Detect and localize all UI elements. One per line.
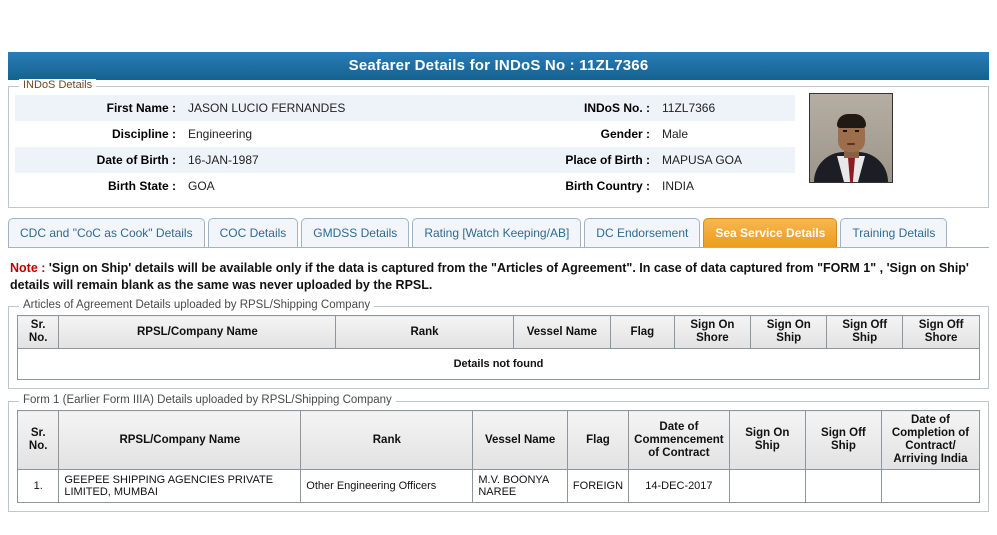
dob-value: 16-JAN-1987 <box>182 147 494 173</box>
discipline-value: Engineering <box>188 127 253 141</box>
col-sign-off-ship: Sign Off Ship <box>805 411 881 470</box>
col-date-of-commencement: Date of Commencement of Contract <box>629 411 730 470</box>
discipline-label: Discipline : <box>111 127 176 141</box>
place-of-birth-value: MAPUSA GOA <box>656 147 795 173</box>
tab-dc-endorsement[interactable]: DC Endorsement <box>584 218 700 247</box>
tab-training-details[interactable]: Training Details <box>840 218 947 247</box>
table-body <box>18 470 980 503</box>
table-row <box>18 349 980 380</box>
col-sign-off-shore: Sign Off Shore <box>903 316 980 349</box>
photo-mouth <box>847 143 855 145</box>
indos-no-label: INDoS No. : <box>494 95 656 121</box>
dob-label: Date of Birth : <box>15 147 182 173</box>
avatar <box>809 93 893 183</box>
photo-eye-right <box>855 130 859 132</box>
col-sign-off-ship: Sign Off Ship <box>827 316 903 349</box>
cell-rank: Other Engineering Officers <box>301 470 473 503</box>
articles-of-agreement-section <box>8 299 989 389</box>
col-sign-on-shore: Sign On Shore <box>674 316 751 349</box>
indos-details-table <box>15 95 795 199</box>
gender-value: Male <box>662 127 689 141</box>
table-row <box>15 95 795 121</box>
articles-of-agreement-legend: Articles of Agreement Details uploaded by RPSL/Shipping Company <box>19 299 374 311</box>
first-name-value: JASON LUCIO FERNANDES <box>182 95 494 121</box>
table-header-row <box>18 316 980 349</box>
place-of-birth-label: Place of Birth : <box>494 147 656 173</box>
articles-of-agreement-table <box>17 315 980 380</box>
col-sr-no: Sr. No. <box>18 411 59 470</box>
tab-cdc-coc-as-cook[interactable]: CDC and "CoC as Cook" Details <box>8 218 205 247</box>
indos-details-legend: INDoS Details <box>19 79 96 91</box>
indos-no-value: 11ZL7366 <box>656 95 795 121</box>
table-header <box>18 316 980 349</box>
birth-state-value: GOA <box>188 179 215 193</box>
tab-gmdss-details[interactable]: GMDSS Details <box>301 218 409 247</box>
cell-vessel-name: M.V. BOONYA NAREE <box>473 470 568 503</box>
cell-sr-no: 1. <box>18 470 59 503</box>
form1-section <box>8 394 989 512</box>
col-vessel-name: Vessel Name <box>473 411 568 470</box>
first-name-label: First Name : <box>15 95 182 121</box>
photo-eye-left <box>843 130 847 132</box>
table-row <box>15 121 795 147</box>
cell-sign-off-ship <box>805 470 881 503</box>
col-vessel-name: Vessel Name <box>513 316 611 349</box>
cell-sign-on-ship <box>729 470 805 503</box>
col-rank: Rank <box>336 316 513 349</box>
form1-table <box>17 410 980 503</box>
browser-top-whitespace <box>0 0 997 52</box>
table-body <box>18 349 980 380</box>
tab-rating-watch-keeping-ab[interactable]: Rating [Watch Keeping/AB] <box>412 218 581 247</box>
table-header-row <box>18 411 980 470</box>
table-row <box>15 147 795 173</box>
col-sr-no: Sr. No. <box>18 316 59 349</box>
tab-coc-details[interactable]: COC Details <box>208 218 299 247</box>
col-flag: Flag <box>567 411 628 470</box>
empty-message: Details not found <box>18 349 980 380</box>
cell-flag: FOREIGN <box>567 470 628 503</box>
col-company-name: RPSL/Company Name <box>59 411 301 470</box>
table-row <box>15 173 795 199</box>
page-title: Seafarer Details for INDoS No : 11ZL7366 <box>8 52 989 80</box>
birth-country-value: INDIA <box>662 179 695 193</box>
col-company-name: RPSL/Company Name <box>59 316 336 349</box>
note-text <box>10 260 987 294</box>
photo-hair <box>837 114 866 128</box>
cell-company-name: GEEPEE SHIPPING AGENCIES PRIVATE LIMITED, MUMBAI <box>59 470 301 503</box>
table-row <box>18 470 980 503</box>
indos-details-section <box>8 79 989 208</box>
tab-sea-service-details[interactable]: Sea Service Details <box>703 218 837 247</box>
note-body: 'Sign on Ship' details will be available only if the data is captured from the "Articles of Agreement". In case of data captured from "FORM 1" , 'Sign on Ship' details will remain blank as the same was never uploaded by the RPSL. <box>10 261 969 292</box>
birth-country-label: Birth Country : <box>565 179 650 193</box>
col-rank: Rank <box>301 411 473 470</box>
form1-legend: Form 1 (Earlier Form IIIA) Details uploaded by RPSL/Shipping Company <box>19 394 396 406</box>
col-sign-on-ship: Sign On Ship <box>751 316 827 349</box>
indos-details-body <box>15 91 982 199</box>
birth-state-label: Birth State : <box>107 179 176 193</box>
col-date-of-completion: Date of Completion of Contract/ Arriving India <box>881 411 979 470</box>
cell-date-of-commencement: 14-DEC-2017 <box>629 470 730 503</box>
col-sign-on-ship: Sign On Ship <box>729 411 805 470</box>
gender-label: Gender : <box>600 127 650 141</box>
table-header <box>18 411 980 470</box>
tab-bar <box>8 218 989 248</box>
note-label: Note : <box>10 261 46 275</box>
cell-date-of-completion <box>881 470 979 503</box>
col-flag: Flag <box>611 316 674 349</box>
